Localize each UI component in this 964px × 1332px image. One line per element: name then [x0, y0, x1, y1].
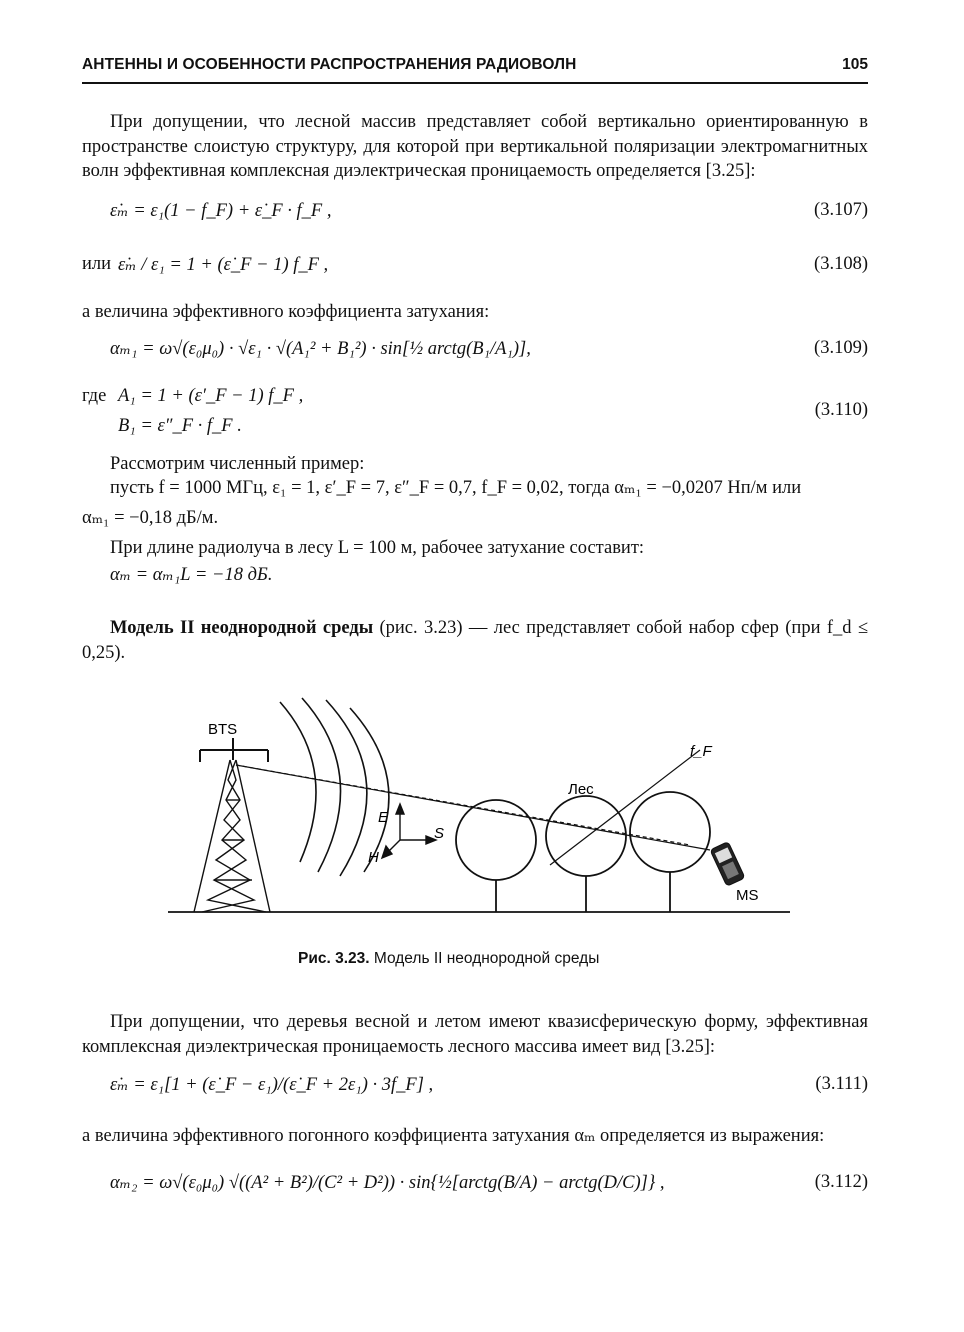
- bts-tower: [194, 738, 270, 912]
- paragraph-8: а величина эффективного погонного коэффициента затухания αₘ определяется из выражения:: [82, 1126, 825, 1146]
- label-s-vector: S: [434, 825, 445, 842]
- equation-body: ε̇ₘ = ε₁(1 − f_F) + ε̇_F · f_F ,: [110, 201, 332, 221]
- label-forest: Лес: [568, 781, 594, 798]
- equation-number-3-109: (3.109): [814, 338, 868, 358]
- equation-number-3-110: (3.110): [814, 400, 868, 420]
- equation-3-111: ε̇ₘ = ε₁[1 + (ε̇_F − ε₁)/(ε̇_F + 2ε₁) · 3f_F] ,: [110, 1075, 434, 1095]
- figure-caption: [298, 950, 599, 968]
- figure-3-23: [150, 690, 810, 940]
- equation-number-3-111: (3.111): [815, 1074, 868, 1094]
- equation-3-108: [118, 254, 328, 276]
- caption-text: Модель II неоднородной среды: [369, 950, 600, 967]
- equation-prefix-ili: или: [82, 254, 112, 274]
- equation-attenuation: αₘ = αₘ₁L = −18 дБ.: [110, 565, 273, 585]
- equation-number-3-112: (3.112): [814, 1172, 868, 1192]
- equation-prefix-gde: где: [82, 386, 107, 406]
- running-header: [82, 54, 868, 84]
- paragraph-6: [82, 616, 868, 665]
- label-ms: MS: [736, 887, 759, 904]
- equation-3-112: αₘ₂ = ω√(ε₀μ₀) √((A² + B²)/(C² + D²)) · sin{½[arctg(B/A) − arctg(D/C)]} ,: [110, 1173, 665, 1193]
- equation-3-110-line2: B₁ = ε″_F · f_F .: [118, 416, 242, 436]
- equation-number-3-108: (3.108): [814, 254, 868, 274]
- mobile-station-icon: [710, 842, 745, 887]
- equation-body: ε̇ₘ / ε₁ = 1 + (ε̇_F − 1) f_F ,: [118, 255, 329, 275]
- tree-sphere: [546, 796, 626, 876]
- label-bts: BTS: [208, 721, 238, 738]
- equation-body: αₘ₁ = ω√(ε₀μ₀) · √ε₁ · √(A₁² + B₁²) · sin[½ arctg(B₁/A₁)],: [110, 339, 531, 359]
- paragraph-4b: αₘ₁ = −0,18 дБ/м.: [82, 508, 219, 528]
- page-number: 105: [842, 56, 868, 73]
- header-title: АНТЕННЫ И ОСОБЕННОСТИ РАСПРОСТРАНЕНИЯ РАДИОВОЛН: [82, 56, 577, 73]
- caption-label: Рис. 3.23.: [298, 950, 370, 967]
- model-ii-heading: Модель II неоднородной среды: [110, 618, 374, 638]
- equation-number-3-107: (3.107): [814, 200, 868, 220]
- paragraph-4a: пусть f = 1000 МГц, ε₁ = 1, ε′_F = 7, ε″_F = 0,7, f_F = 0,02, тогда αₘ₁ = −0,0207 Нп/м или: [110, 478, 802, 498]
- equation-3-110-line1: A₁ = 1 + (ε′_F − 1) f_F ,: [118, 386, 304, 406]
- label-h-vector: H: [368, 849, 379, 866]
- label-e-vector: E: [378, 809, 389, 826]
- paragraph-2: а величина эффективного коэффициента затухания:: [82, 302, 490, 322]
- paragraph-1: При допущении, что лесной массив представляет собой вертикально ориентированную в пространстве слоистую структуру, для которой при вертикальной поляризации электромагнитных волн эффективная комплексная диэлектрическая проницаемость определяется [3.25]:: [82, 112, 868, 181]
- equation-3-107: [110, 200, 331, 222]
- paragraph-7: При допущении, что деревья весной и летом имеют квазисферическую форму, эффективная комплексная диэлектрическая проницаемость лесного массива имеет вид [3.25]:: [82, 1012, 868, 1057]
- tree-sphere: [630, 792, 710, 872]
- equation-3-109: [110, 338, 531, 360]
- paragraph-6-text: (рис. 3.23) — лес представляет собой набор сфер (при f_d ≤ 0,25).: [82, 618, 868, 663]
- paragraph-5: При длине радиолуча в лесу L = 100 м, рабочее затухание составит:: [110, 538, 645, 558]
- field-vectors: [382, 804, 436, 858]
- label-ff: f_F: [690, 743, 712, 760]
- paragraph-3: Рассмотрим численный пример:: [110, 454, 365, 474]
